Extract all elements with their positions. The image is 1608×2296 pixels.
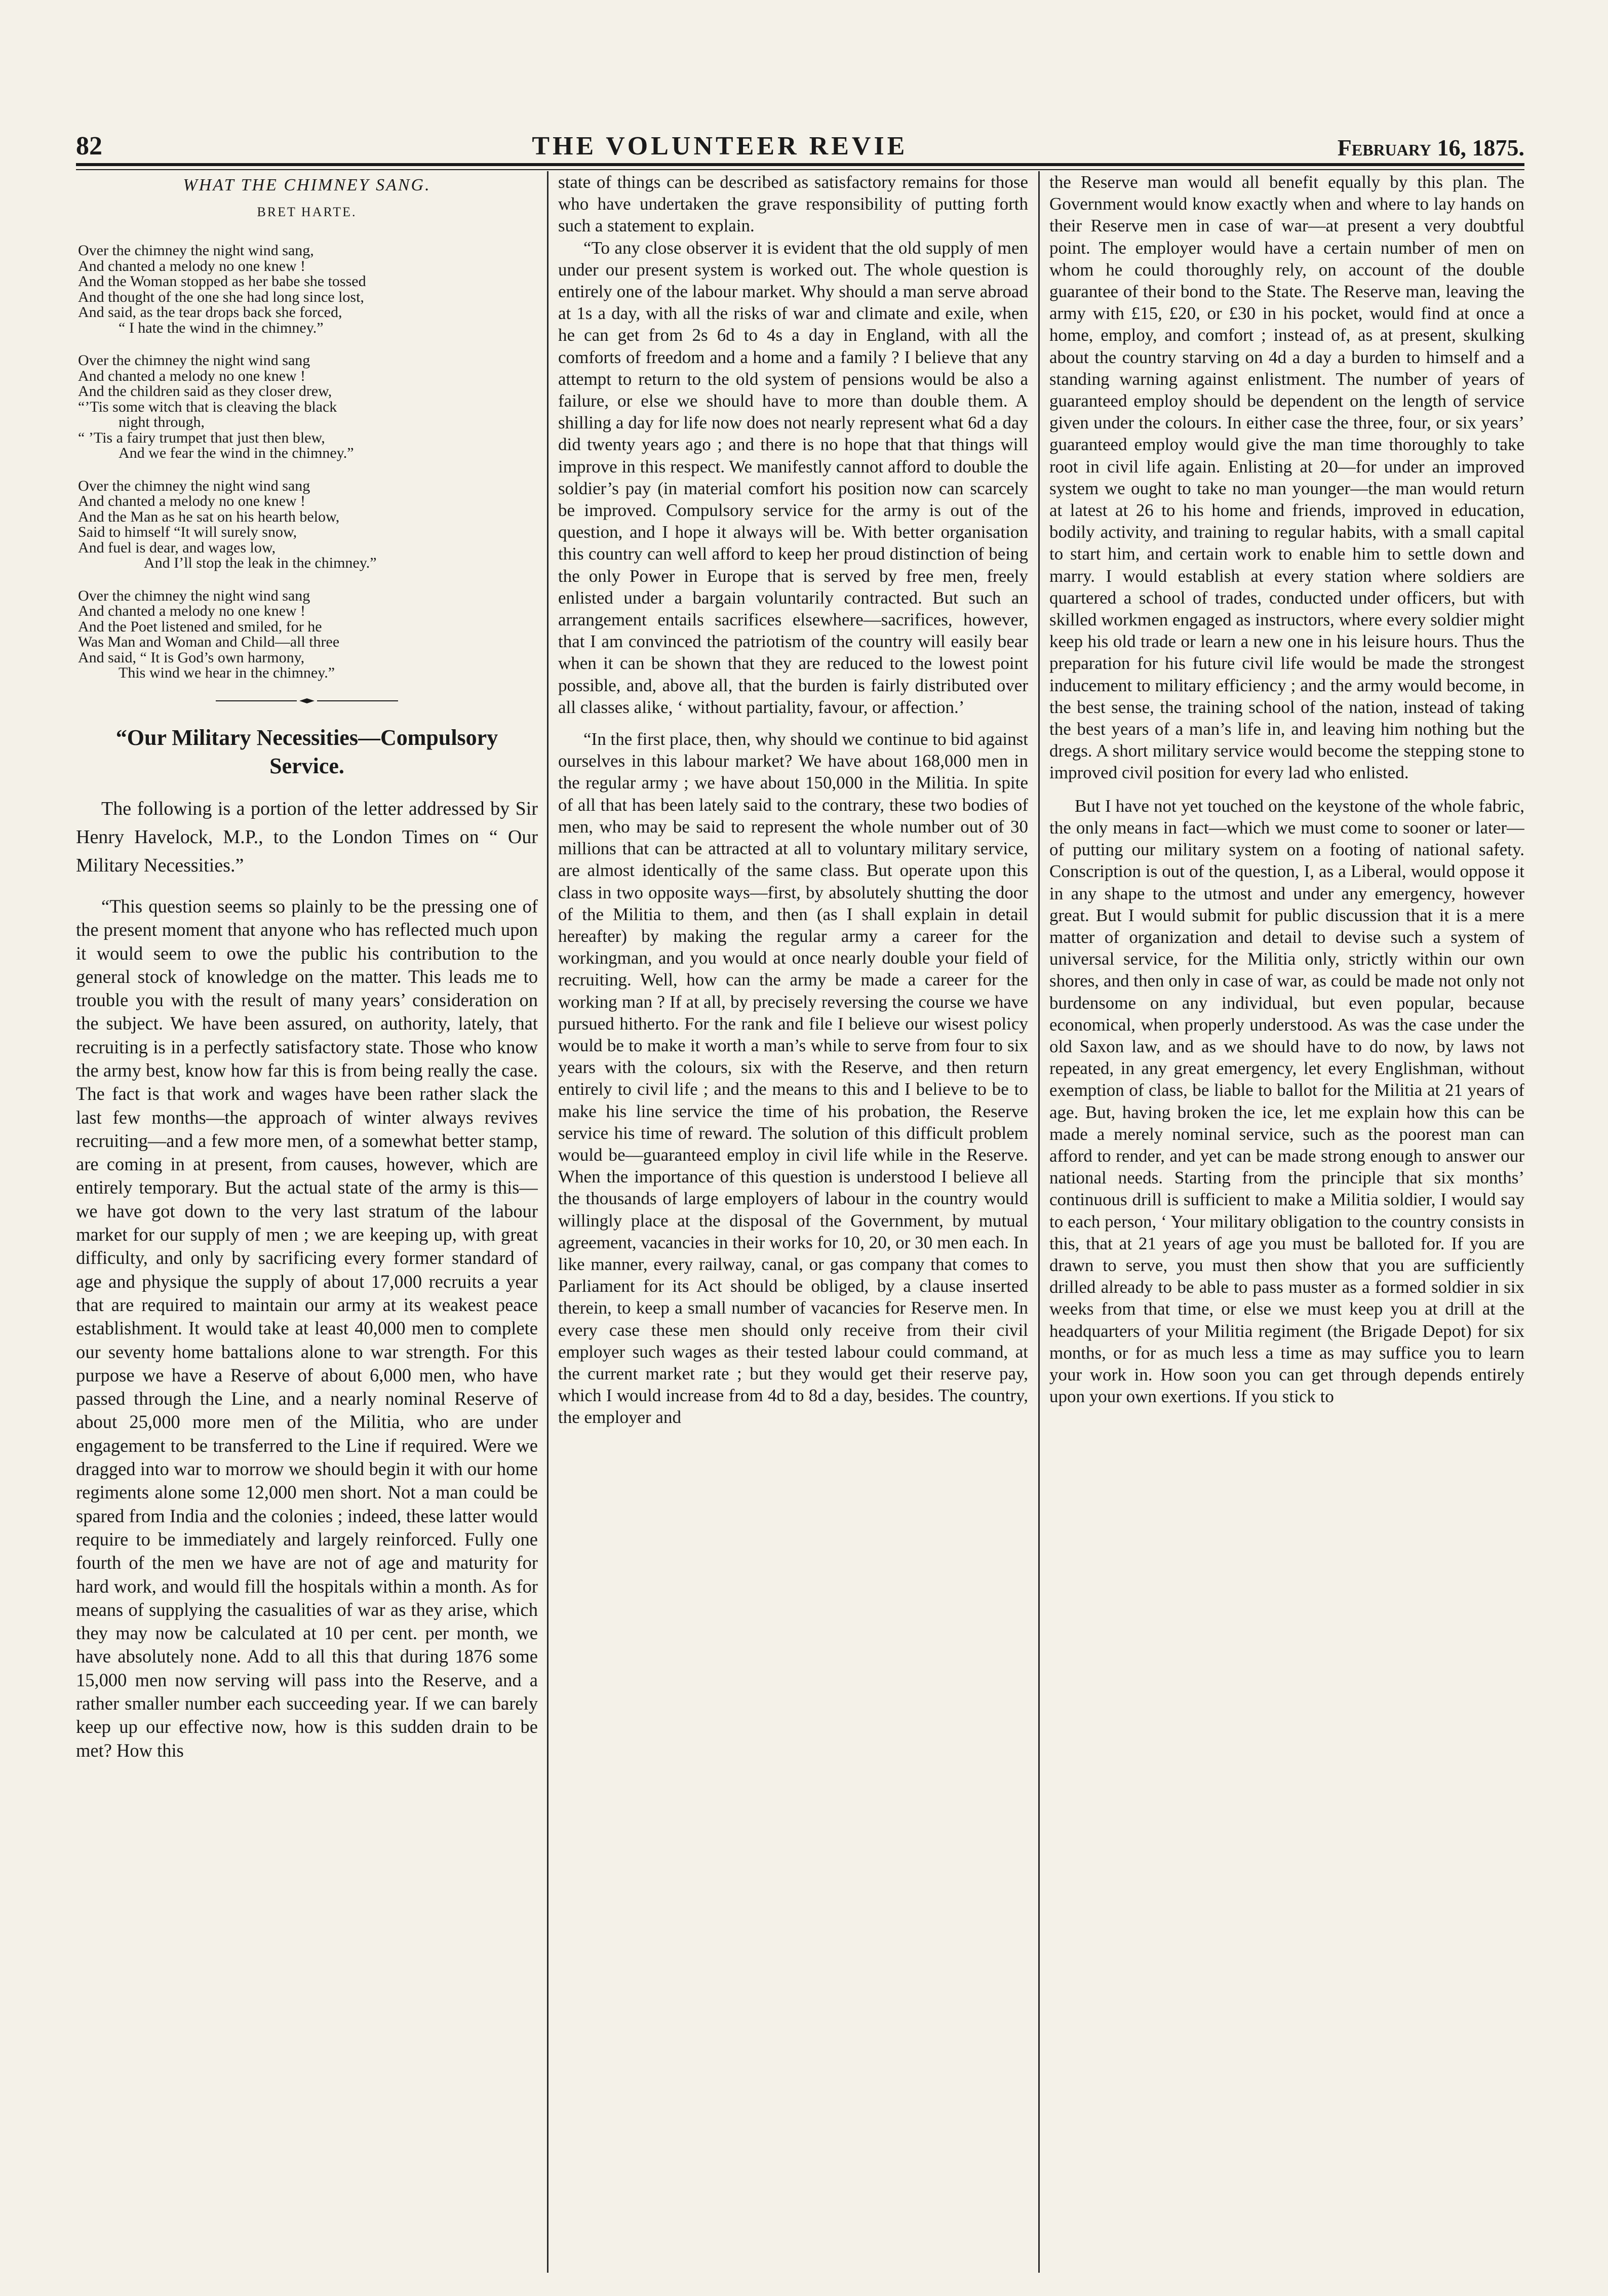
page-number: 82 — [76, 132, 102, 161]
header-rule-thin — [76, 169, 1524, 170]
article-paragraph: “This question seems so plainly to be the pressing one of the present moment that anyone who has reflected much upon it would seem to owe the public his contribution to the general stock of knowledge on the matter. This leads me to trouble you with the result of many years’ consideration on the subject. We have been assured, on authority, lately, that recruiting is in a perfectly satisfactory state. Those who know the army best, know how far this is from being really the case. The fact is that work and wages have been rather slack the last few months—the approach of winter always revives recruiting—and a few more men, of a somewhat better stamp, are coming in at present, from causes, however, which are entirely temporary. But the actual state of the army is this—we have got down to the very last stratum of the labour market for our supply of men ; we are keeping up, with great difficulty, and only by sacrificing every former standard of age and physique the supply of about 17,000 recruits a year that are required to maintain our army at its weakest peace establishment. It would take at least 40,000 men to complete our seventy home battalions alone to war strength. For this purpose we have a Reserve of about 6,000 men, who have passed through the Line, and a nearly nominal Reserve of about 25,000 more men of the Militia, who are under engagement to be transferred to the Line if required. Were we dragged into war to morrow we should begin it with our home regiments alone some 12,000 men short. Not a man could be spared from India and the colonies ; indeed, these latter would require to be immediately and largely reinforced. Fully one fourth of the men we have are not of age and maturity for hard work, and would fill the hospitals within a month. As for means of supplying the casualities of war as they arise, which they may now be calculated at 10 per cent. per month, we have absolutely none. Add to all this that during 1876 some 15,000 men now serving will pass into the Reserve, and a rather smaller number each succeeding year. If we can barely keep up our effective now, how is this sudden drain to be met? How this — [76, 895, 538, 1761]
issue-date: February 16, 1875. — [1337, 135, 1524, 161]
poem-body — [76, 243, 538, 681]
poem-line: And chanted a melody no one knew ! — [78, 493, 306, 510]
poem-line: And the children said as they closer drew, — [78, 383, 332, 400]
poem-line: “’Tis some witch that is cleaving the black — [78, 398, 337, 415]
poem-line: Over the chimney the night wind sang — [78, 587, 310, 604]
poem-line: Was Man and Woman and Child—all three — [78, 634, 340, 651]
column-2 — [558, 171, 1028, 2273]
poem-stanza — [76, 479, 538, 571]
poem-line: night through, — [119, 414, 205, 431]
article-paragraph: “To any close observer it is evident that the old supply of men under our present system is worked out. The whole question is entirely one of the labour market. Why should a man serve abroad at 1s a day, with all the risks of war and climate and exile, when he can get from 2s 6d to 4s a day in England, with all the comforts of freedom and a home and a family ? I believe that any attempt to return to the old system of pensions would be also a failure, or else we should have to more than double them. A shilling a day for life now does not nearly represent what 6d a day did twenty years ago ; and there is no hope that that things will improve in this respect. We manifestly cannot afford to double the soldier’s pay (in material comfort his position now can scarcely be improved. Compulsory service for the army is out of the question, and I hope it always will be. With better organisation this country can well afford to keep her proud distinction of being the only Power in Europe that is served by free men, freely enlisted under a bargain voluntarily contracted. But such an arrangement entails sacrifices elsewhere—sacrifices, however, that I am convinced the patriotism of the country will easily bear when it can be shown that they are reduced to the lowest point possible, and, above all, that the burden is fairly distributed over all classes alike, ‘ without partiality, favour, or affection.’ — [558, 237, 1028, 717]
poem-line: And the Man as he sat on his hearth below, — [78, 508, 340, 525]
poem-line: And the Woman stopped as her babe she tossed — [78, 273, 366, 290]
column-3 — [1049, 171, 1524, 2273]
poem-stanza — [76, 353, 538, 461]
page-header — [76, 115, 1524, 161]
poem-line: And I’ll stop the leak in the chimney.” — [144, 555, 377, 572]
poem-author: BRET HARTE. — [257, 205, 357, 220]
poem-stanza — [76, 243, 538, 336]
article-paragraph: state of things can be described as satisfactory remains for those who have undertaken the grave responsibility of putting forth such a statement to explain. — [558, 172, 1028, 236]
article-intro: The following is a portion of the letter addressed by Sir Henry Havelock, M.P., to the London Times on “ Our Military Necessities.” — [76, 798, 538, 876]
poem-line: And fuel is dear, and wages low, — [78, 539, 276, 556]
article-title: “Our Military Necessities—Compulsory Service. — [115, 725, 498, 778]
poem-line: And chanted a melody no one knew ! — [78, 367, 306, 384]
poem-line: And said, “ It is God’s own harmony, — [78, 649, 305, 666]
column-divider-2 — [1038, 171, 1040, 2273]
poem-stanza — [76, 588, 538, 681]
poem-line: Over the chimney the night wind sang — [78, 477, 310, 494]
poem-line: And chanted a melody no one knew ! — [78, 257, 306, 274]
poem-line: And the Poet listened and smiled, for he — [78, 618, 322, 635]
poem-line: Over the chimney the night wind sang, — [78, 242, 314, 259]
poem-line: Over the chimney the night wind sang — [78, 352, 310, 369]
header-rule-thick — [76, 163, 1524, 166]
poem-line: And thought of the one she had long since lost, — [78, 288, 364, 305]
poem-line: Said to himself “It will surely snow, — [78, 524, 297, 541]
poem-line: This wind we hear in the chimney.” — [119, 664, 335, 682]
column-divider-1 — [547, 171, 548, 2273]
masthead-title: THE VOLUNTEER REVIE — [532, 132, 908, 161]
poem-line: And said, as the tear drops back she forced, — [78, 304, 342, 321]
column-1 — [76, 171, 538, 2273]
ornament-divider — [216, 698, 398, 703]
poem-line: “ I hate the wind in the chimney.” — [119, 319, 324, 336]
poem-line: And we fear the wind in the chimney.” — [119, 445, 354, 462]
poem-title: WHAT THE CHIMNEY SANG. — [183, 176, 431, 194]
article-paragraph: But I have not yet touched on the keystone of the whole fabric, the only means in fact—which we must come to sooner or later—of putting our military system on a footing of national safety. Conscription is out of the question, I, as a Liberal, would oppose it in any shape to the utmost and under any emergency, however great. But I would submit for public discussion that it is a mere matter of organization and detail to devise such a system of universal service, for the Militia only, strictly within our own shores, and then only in case of war, as could be made not only not burdensome on any individual, but even popular, because economical, when properly understood. As was the case under the old Saxon law, and as we should have to do now, by laws not repeated, in any great emergency, let every Englishman, without exemption of class, be liable to ballot for the Militia at 21 years of age. But, having broken the ice, let me explain how this can be made a merely nominal service, such as the poorest man can afford to render, and yet can be made strong enough to answer our national needs. Starting from the principle that six months’ continuous drill is sufficient to make a Militia soldier, I would say to each person, ‘ Your military obligation to the country consists in this, that at 21 years of age you must be balloted for. If you are drawn to serve, you must then show that you are sufficiently drilled already to be able to pass muster as a formed soldier in six weeks from that time, or else we must keep you at drill at the headquarters of your Militia regiment (the Brigade Depot) for six months, or for as much less a time as may suffice you to learn your work in. How soon you can get through depends entirely upon your own exertions. If you stick to — [1049, 796, 1524, 1407]
article-paragraph: the Reserve man would all benefit equally by this plan. The Government would know exactly when and where to lay hands on their Reserve men in case of war—at present a very doubtful point. The employer would have a certain number of men on whom he could thoroughly rely, on account of the double guarantee of their bond to the State. The Reserve man, leaving the army with £15, £20, or £30 in his pocket, would find at once a home, employ, and comfort ; instead of, as at present, skulking about the country starving on 4d a day a burden to himself and a standing warning against enlistment. The number of years of guaranteed employ should be dependent on the length of service given under the colours. In either case the three, four, or six years’ guaranteed employ would give the man time thoroughly to take root in civil life again. Enlisting at 20—for under an improved system we ought to take no man younger—the man would return at latest at 26 to his home and friends, improved in education, bodily activity, and training to regular habits, with a small capital to start him, and certain work to enable him to settle down and marry. I would establish at every station where soldiers are quartered a school of trades, conducted under officers, but with skilled workmen engaged as instructors, where every soldier might keep his old trade or learn a new one in his leisure hours. Thus the preparation for his future civil life would be made the strongest inducement to military efficiency ; and the army would become, in the best sense, the training school of the nation, instead of taking the best years of a man’s life in, and leaving him nothing but the dregs. A short military service would become the stepping stone to improved civil position for every lad who enlisted. — [1049, 172, 1524, 783]
article-paragraph: “In the first place, then, why should we continue to bid against ourselves in this labour market? We have about 168,000 men in the regular army ; we have about 150,000 in the Militia. In spite of all that has been lately said to the contrary, these two bodies of men, who may be said to represent the whole number out of 30 millions that can be attracted at all to voluntary military service, are almost identically of the same class. But operate upon this class in two opposite ways—first, by absolutely shutting the door of the Militia to them, and then (as I shall explain in detail hereafter) by making the regular army a career for the workingman, and you would at once nearly double your field of recruiting. Well, how can the army be made a career for the working man ? If at all, by precisely reversing the course we have pursued hitherto. For the rank and file I believe our wisest policy would be to make it worth a man’s while to serve from four to six years with the colours, six with the Reserve, and then return entirely to civil life ; and the means to this and I believe to be to make his line service the time of his probation, the Reserve service his time of reward. The solution of this difficult problem would be—guaranteed employ in civil life while in the Reserve. When the importance of this question is understood I believe all the thousands of large employers of labour in the country would willingly place at the disposal of the Government, by mutual agreement, vacancies in their works for 10, 20, or 30 men each. In like manner, every railway, canal, or gas company that comes to Parliament for its Act should be obliged, by a clause inserted therein, to keep a small number of vacancies for Reserve men. In every case these men should only receive from their civil employer such wages as their tested labour could command, at the current market rate ; but they would get their reserve pay, which I would increase from 4d to 8d a day, besides. The country, the employer and — [558, 729, 1028, 1428]
poem-line: “ ’Tis a fairy trumpet that just then blew, — [78, 429, 325, 446]
poem-line: And chanted a melody no one knew ! — [78, 603, 306, 620]
